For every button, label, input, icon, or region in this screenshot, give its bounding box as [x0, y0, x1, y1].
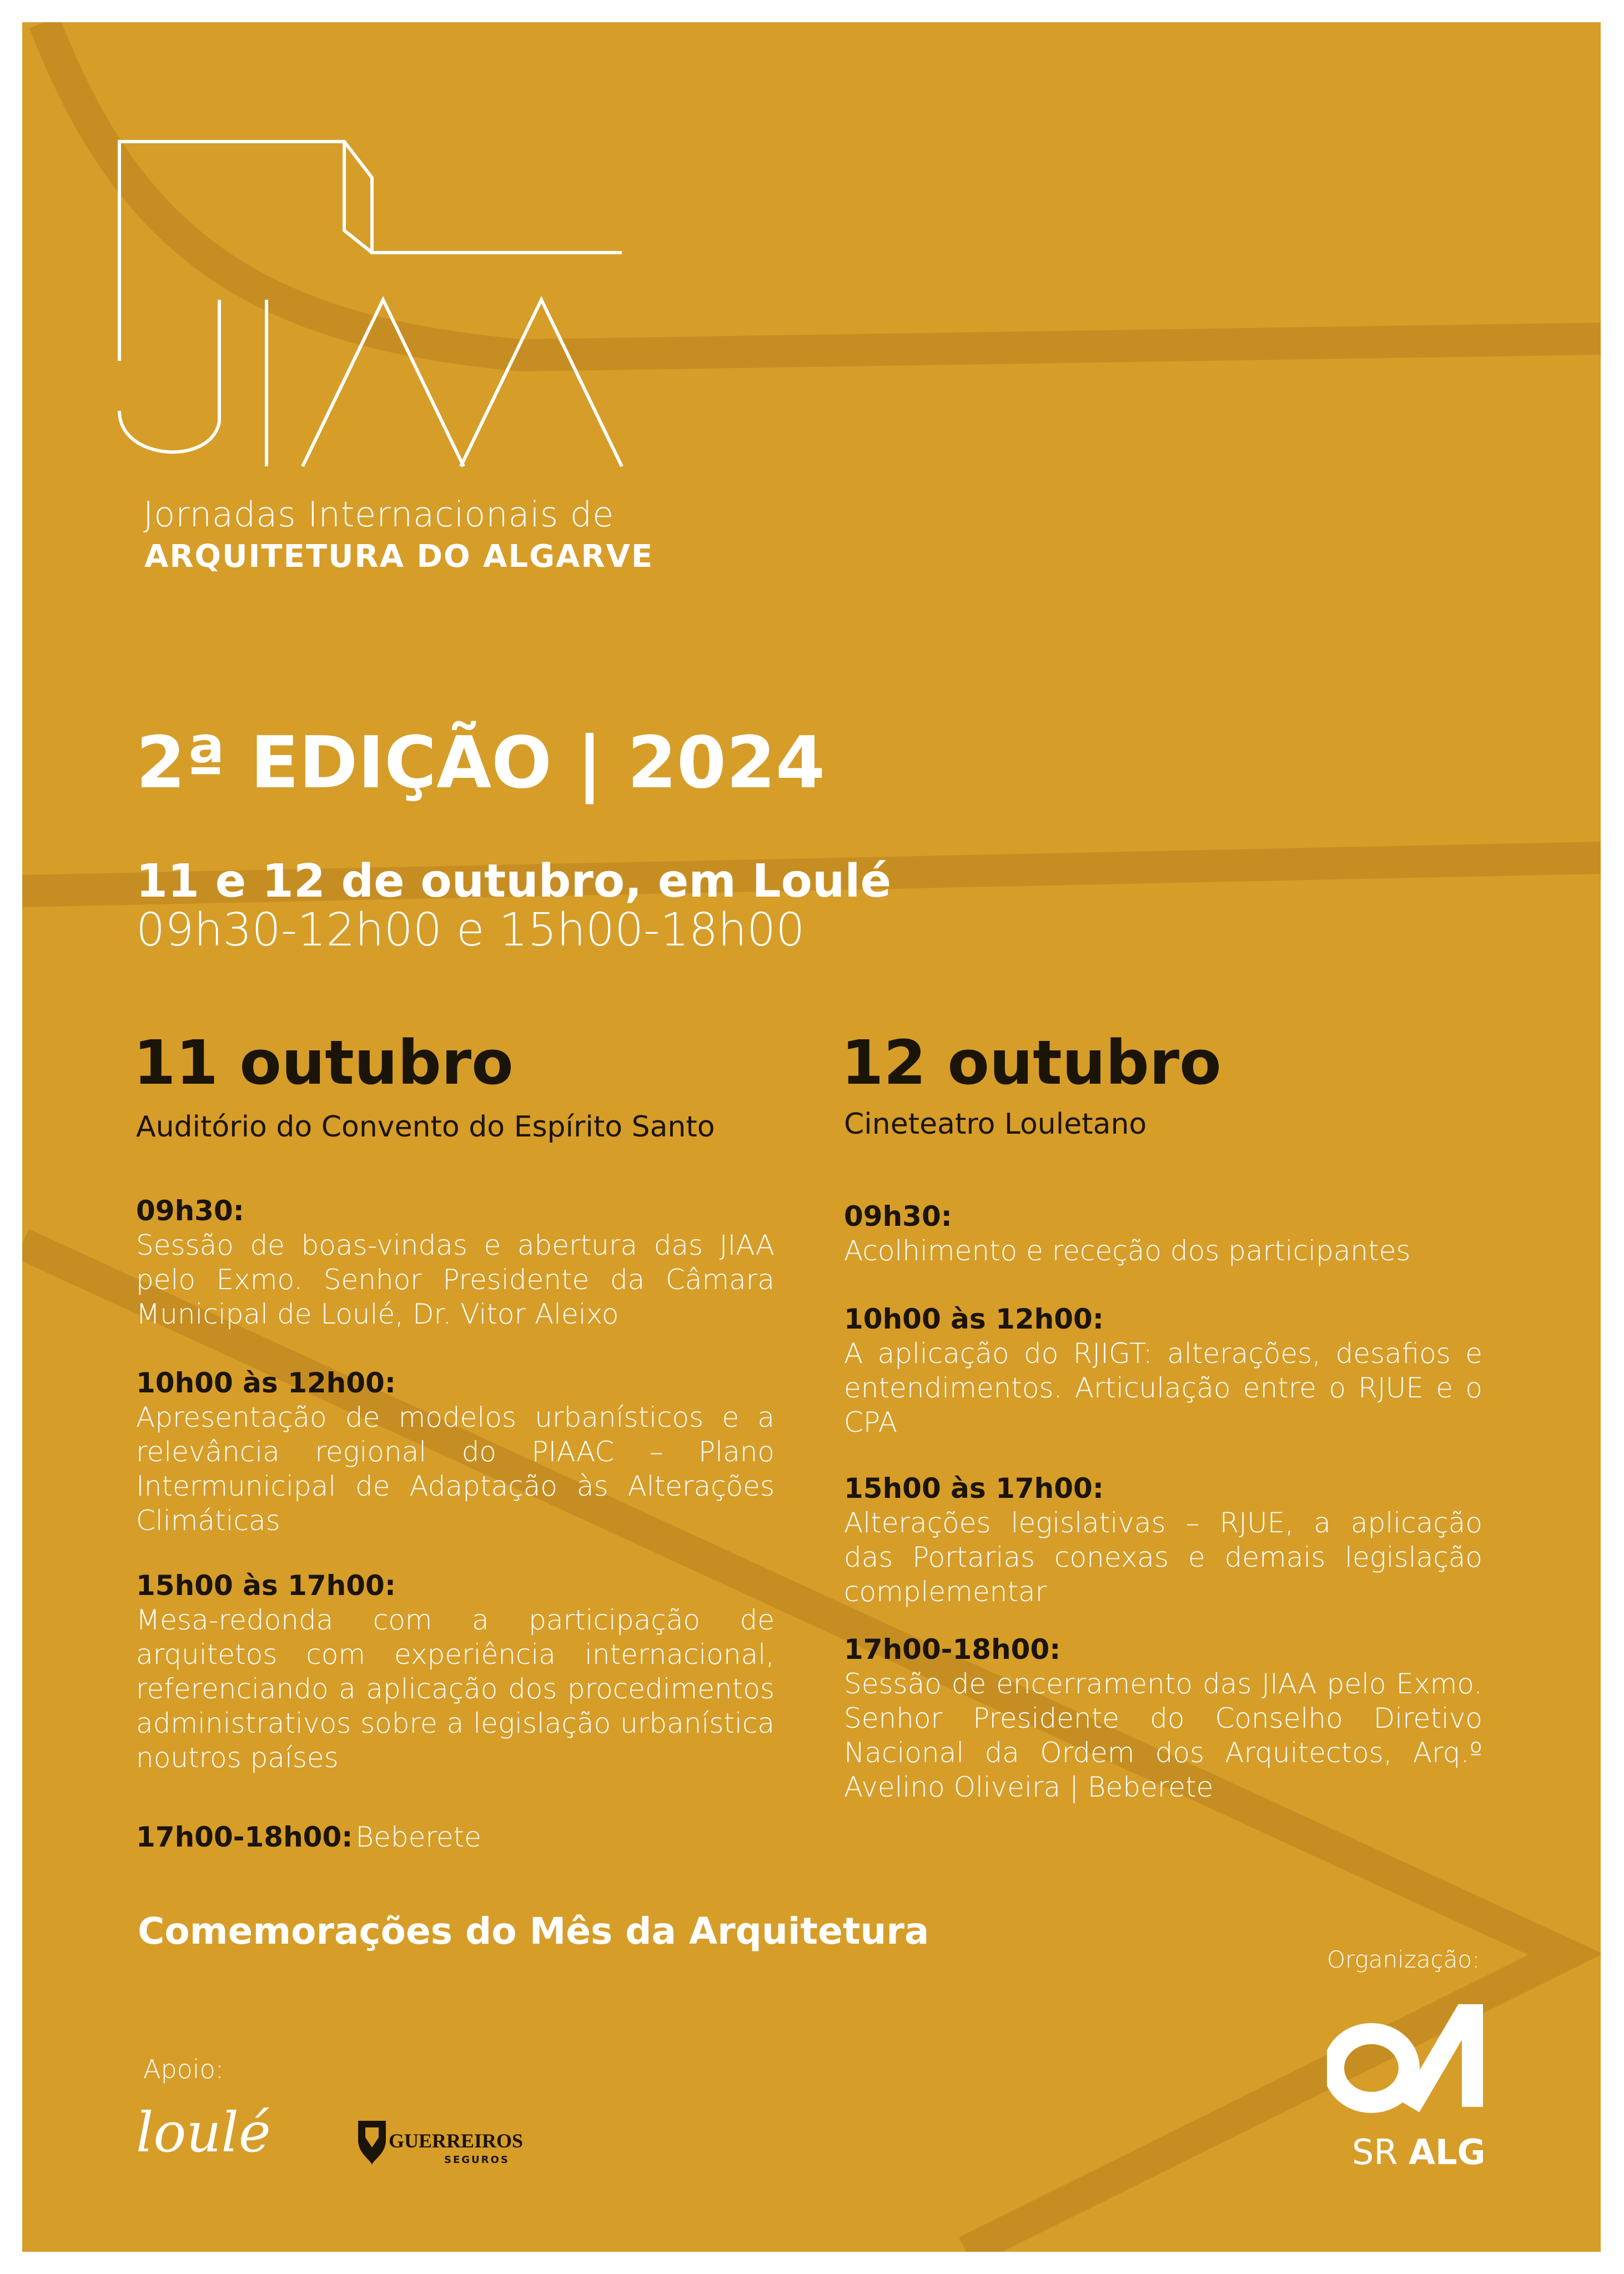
- sr-alg-logo-icon: [1327, 2004, 1494, 2115]
- item-time: 17h00-18h00:: [844, 1633, 1061, 1666]
- organization-label: Organização:: [1327, 1946, 1480, 1973]
- day2-venue: Cineteatro Louletano: [844, 1108, 1147, 1141]
- event-hours: 09h30-12h00 e 15h00-18h00: [136, 904, 805, 957]
- organizer-acronym: ALG: [1409, 2132, 1486, 2172]
- poster: [22, 22, 1601, 2252]
- day2-item-3: [844, 1471, 1482, 1609]
- loule-logo: loulé: [136, 2101, 271, 2165]
- item-time: 10h00 às 12h00:: [844, 1303, 1104, 1335]
- item-time: 15h00 às 17h00:: [136, 1569, 396, 1602]
- day2-item-4: [844, 1632, 1482, 1804]
- item-time: 09h30:: [136, 1195, 244, 1227]
- item-time: 09h30:: [844, 1200, 952, 1232]
- day2-item-1: [844, 1199, 1482, 1268]
- item-time: 17h00-18h00:: [136, 1821, 353, 1853]
- day1-venue: Auditório do Convento do Espírito Santo: [136, 1110, 715, 1144]
- jiaa-logo: [22, 22, 688, 477]
- item-time: 10h00 às 12h00:: [136, 1367, 396, 1399]
- day1-item-3: [136, 1568, 775, 1775]
- event-dates: 11 e 12 de outubro, em Loulé: [136, 855, 892, 908]
- day2-title: 12 outubro: [841, 1027, 1221, 1098]
- day1-item-2: [136, 1366, 775, 1538]
- day2-item-2: [844, 1302, 1482, 1440]
- item-description: Mesa-redonda com a participação de arquitetos com experiência internacional, referenciando a aplicação dos procedimentos administrativos sobre a legislação urbanística noutros países: [136, 1604, 775, 1774]
- day1-item-4: [136, 1821, 775, 1853]
- item-description: Acolhimento e receção dos participantes: [844, 1235, 1411, 1267]
- edition-heading: 2ª EDIÇÃO | 2024: [136, 722, 826, 804]
- logo-subtitle-line2: ARQUITETURA DO ALGARVE: [144, 539, 654, 575]
- day1-title: 11 outubro: [133, 1027, 514, 1098]
- item-description: Apresentação de modelos urbanísticos e a relevância regional do PIAAC – Plano Intermunicipal de Adaptação às Alterações Climáticas: [136, 1401, 775, 1537]
- organizer-name: [1352, 2132, 1486, 2172]
- logo-subtitle-line1: Jornadas Internacionais de: [143, 494, 615, 535]
- guerreiros-subtitle: SEGUROS: [444, 2154, 510, 2166]
- guerreiros-name: GUERREIROS: [389, 2130, 524, 2152]
- support-label: Apoio:: [143, 2054, 224, 2084]
- item-description: Sessão de encerramento das JIAA pelo Exmo. Senhor Presidente do Conselho Diretivo Nacional da Ordem dos Arquitectos, Arq.º Avelino Oliveira | Beberete: [844, 1668, 1482, 1803]
- day1-item-1: [136, 1194, 775, 1331]
- item-description: Beberete: [355, 1821, 481, 1853]
- item-description: A aplicação do RJIGT: alterações, desafios e entendimentos. Articulação entre o RJUE e o CPA: [844, 1337, 1482, 1438]
- item-description: Sessão de boas-vindas e abertura das JIAA pelo Exmo. Senhor Presidente da Câmara Municipal de Loulé, Dr. Vitor Aleixo: [136, 1229, 775, 1330]
- celebration-title: Comemorações do Mês da Arquitetura: [138, 1910, 929, 1953]
- organizer-prefix: SR: [1352, 2132, 1398, 2172]
- item-description: Alterações legislativas – RJUE, a aplicação das Portarias conexas e demais legislação complementar: [844, 1507, 1482, 1608]
- item-time: 15h00 às 17h00:: [844, 1472, 1104, 1505]
